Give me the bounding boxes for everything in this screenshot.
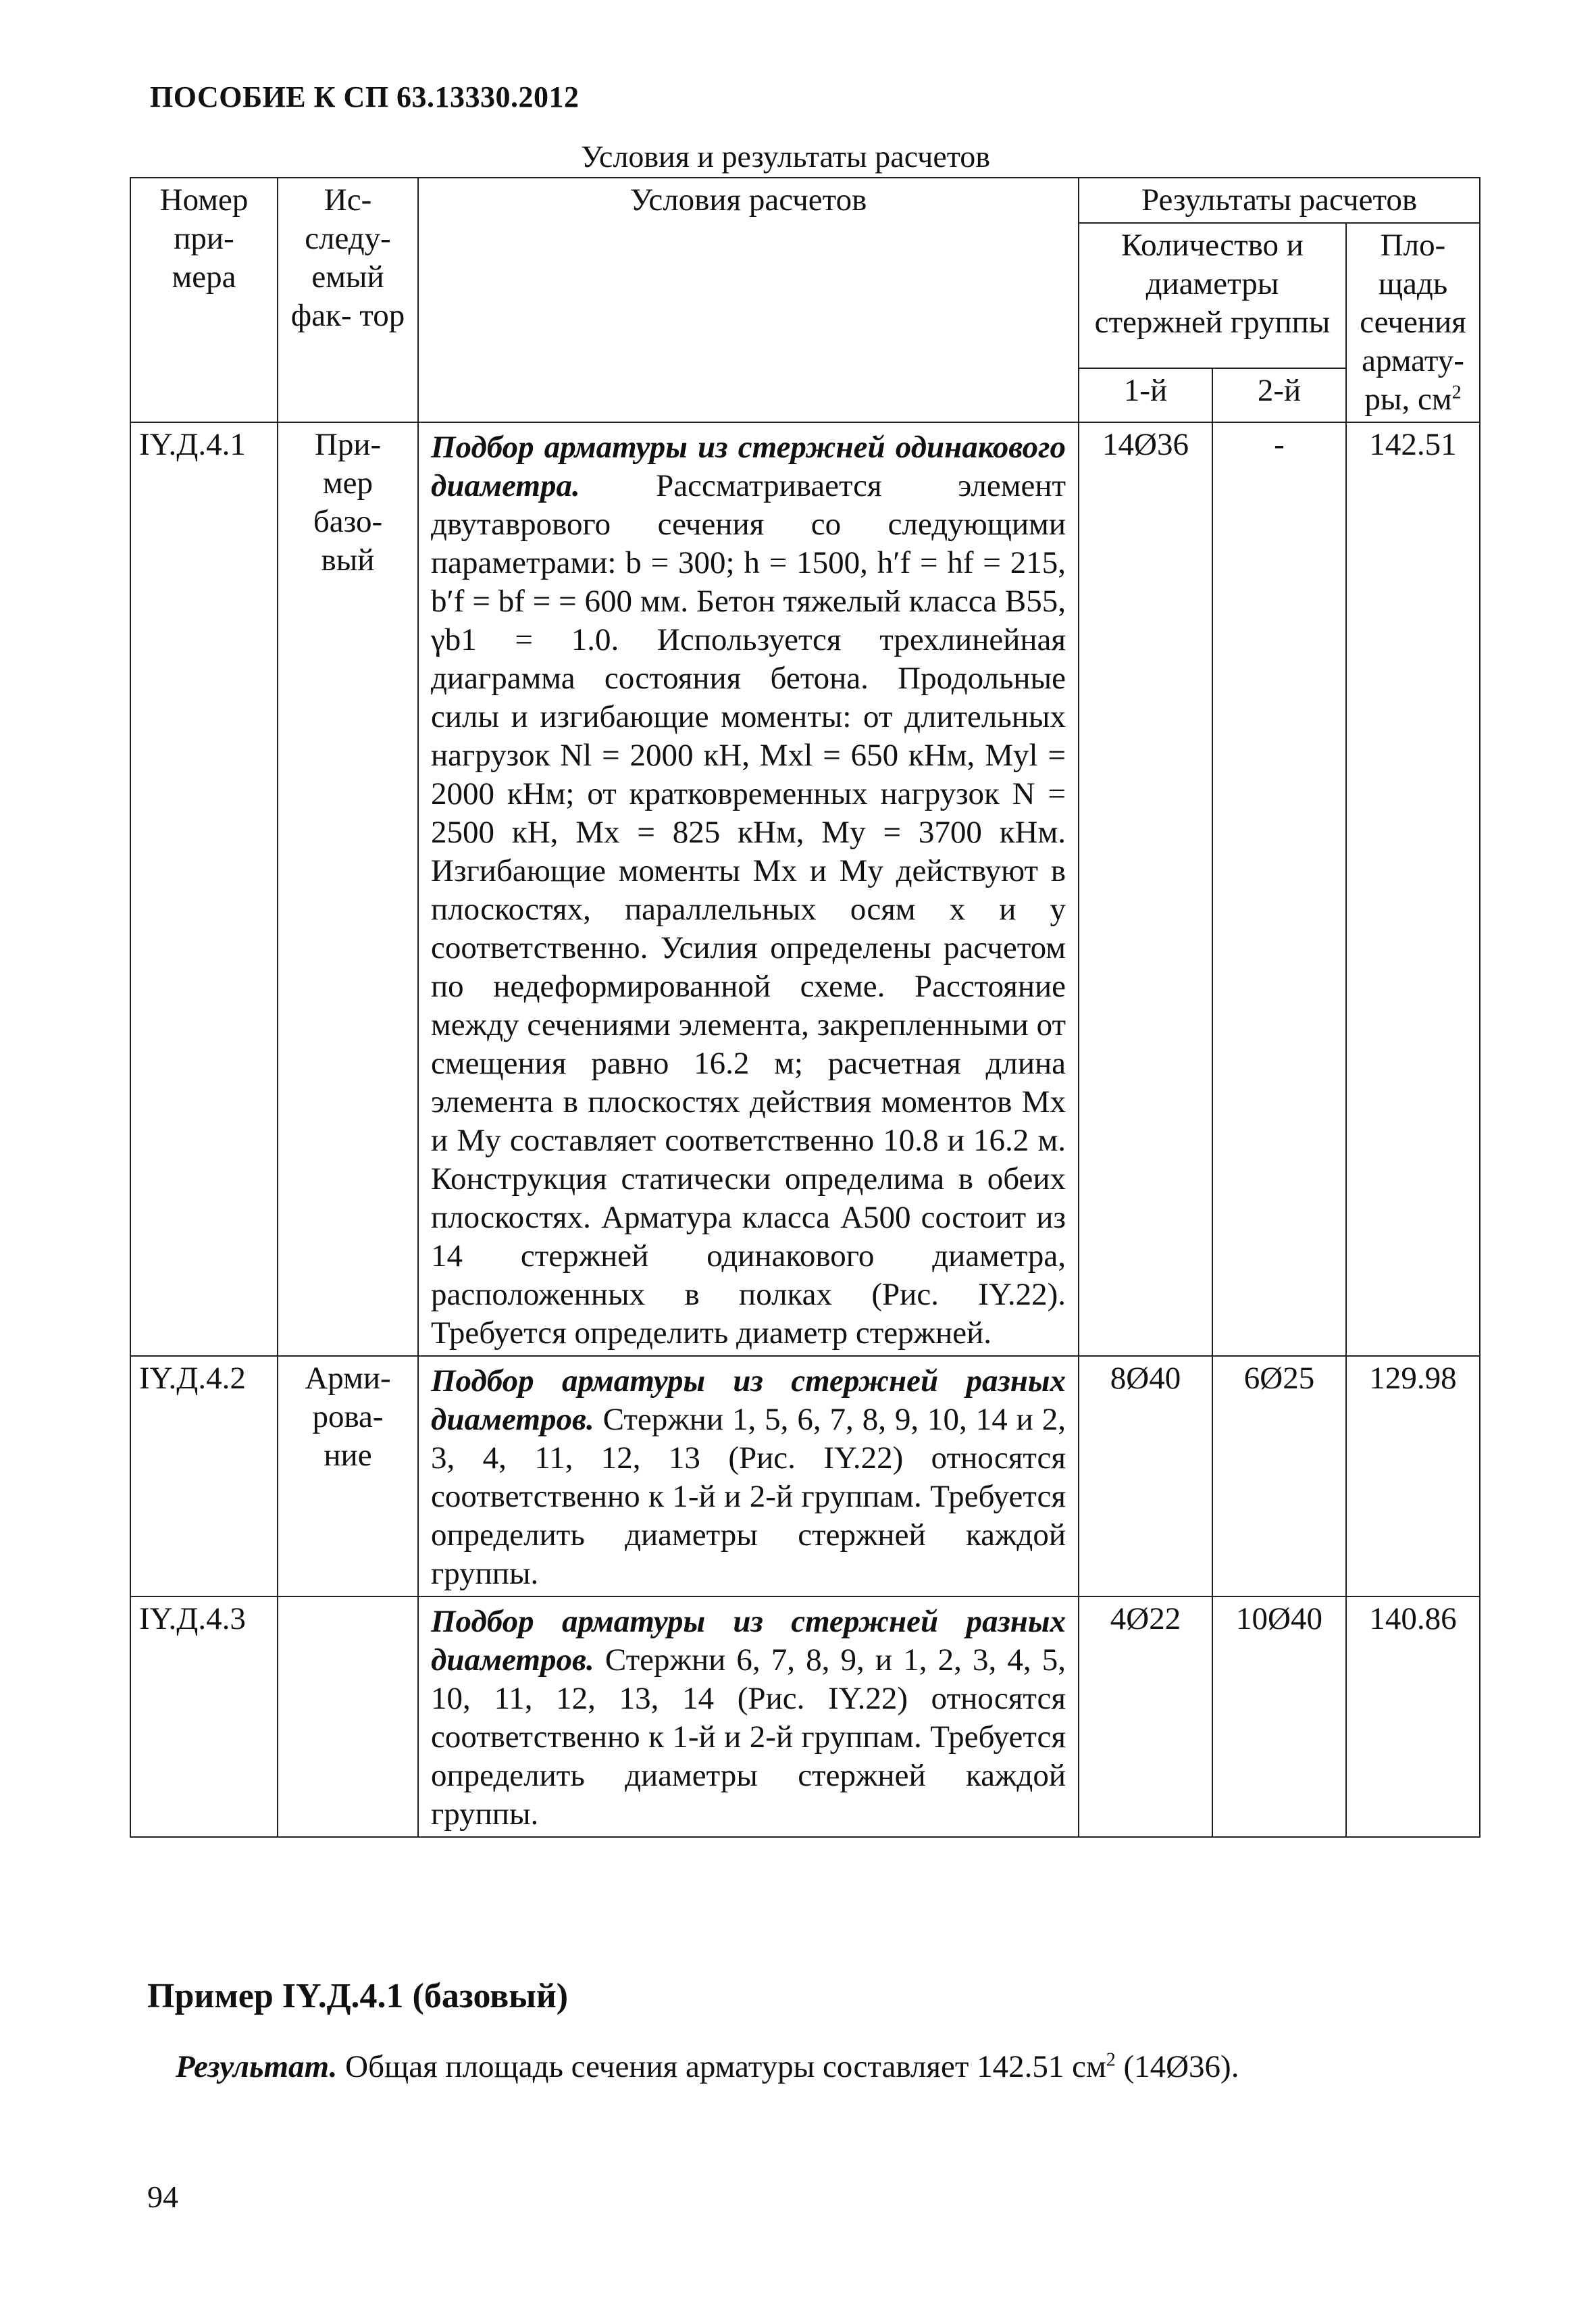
row-group-1: 8Ø40 bbox=[1079, 1356, 1212, 1596]
result-tail: (14Ø36). bbox=[1115, 2049, 1239, 2084]
row-conditions-text: Стержни 6, 7, 8, 9, и 1, 2, 3, 4, 5, 10, 11, 12, 13, 14 (Рис. IY.22) относятся соответственно к 1-й и 2-й группам. Требуется определить диаметры стержней каждой группы. bbox=[431, 1642, 1066, 1832]
page-number: 94 bbox=[147, 2180, 178, 2214]
page-header: ПОСОБИЕ К СП 63.13330.2012 bbox=[150, 80, 580, 114]
row-area: 129.98 bbox=[1346, 1356, 1480, 1596]
row-factor: Арми- рова- ние bbox=[278, 1356, 418, 1596]
table-row bbox=[130, 422, 1480, 1356]
row-conditions bbox=[418, 422, 1079, 1356]
header-number: Номер при- мера bbox=[130, 178, 278, 422]
row-conditions bbox=[418, 1356, 1079, 1596]
example-heading: Пример IY.Д.4.1 (базовый) bbox=[147, 1977, 569, 2015]
result-label: Результат. bbox=[176, 2049, 338, 2084]
header-conditions: Условия расчетов bbox=[418, 178, 1079, 422]
row-group-1: 14Ø36 bbox=[1079, 422, 1212, 1356]
result-sup: 2 bbox=[1106, 2049, 1116, 2071]
calculations-table bbox=[130, 177, 1481, 1838]
row-conditions-text: Рассматривается элемент двутаврового сечения со следующими параметрами: b = 300; h = 1500, h′f = hf = 215, b′f = bf = = 600 мм. Бетон тяжелый класса B55, γb1 = 1.0. Используется трехлинейная диаграмма состояния бетона. Продольные силы и изгибающие моменты: от длительных нагрузок Nl = 2000 кН, Mxl = 650 кНм, Myl = 2000 кНм; от кратковременных нагрузок N = 2500 кН, Mx = 825 кНм, My = 3700 кНм. Изгибающие моменты Mx и My действуют в плоскостях, параллельных осям x и y соответственно. Усилия определены расчетом по недеформированной схеме. Расстояние между сечениями элемента, закрепленными от смещения равно 16.2 м; расчетная длина элемента в плоскостях действия моментов Mx и My составляет соответственно 10.8 и 16.2 м. Конструкция статически определима в обеих плоскостях. Арматура класса A500 состоит из 14 стержней одинакового диаметра, расположенных в полках (Рис. IY.22). Требуется определить диаметр стержней. bbox=[431, 468, 1066, 1351]
row-group-1: 4Ø22 bbox=[1079, 1596, 1212, 1837]
row-number: IY.Д.4.2 bbox=[130, 1356, 278, 1596]
header-area bbox=[1346, 223, 1480, 422]
row-conditions-text: Стержни 1, 5, 6, 7, 8, 9, 10, 14 и 2, 3, 4, 11, 12, 13 (Рис. IY.22) относятся соответственно к 1-й и 2-й группам. Требуется определить диаметры стержней каждой группы. bbox=[431, 1402, 1066, 1591]
header-factor: Ис- следу- емый фак- тор bbox=[278, 178, 418, 422]
table-caption: Условия и результаты расчетов bbox=[581, 139, 990, 174]
table-row bbox=[130, 1596, 1480, 1837]
row-conditions-title: Подбор арматуры из стержней разных диаметров. bbox=[431, 1604, 1066, 1678]
row-conditions-title: Подбор арматуры из стержней разных диаметров. bbox=[431, 1363, 1066, 1437]
result-paragraph bbox=[176, 2048, 1239, 2085]
result-text: Общая площадь сечения арматуры составляет 142.51 см bbox=[345, 2049, 1106, 2084]
header-area-text: Пло- щадь сечения армату- ры, см bbox=[1360, 228, 1466, 417]
row-group-2: - bbox=[1212, 422, 1346, 1356]
row-area: 142.51 bbox=[1346, 422, 1480, 1356]
table-row bbox=[130, 1356, 1480, 1596]
header-group-2: 2-й bbox=[1212, 368, 1346, 422]
row-conditions bbox=[418, 1596, 1079, 1837]
header-area-sup: 2 bbox=[1451, 382, 1462, 403]
row-number: IY.Д.4.3 bbox=[130, 1596, 278, 1837]
row-group-2: 10Ø40 bbox=[1212, 1596, 1346, 1837]
row-number: IY.Д.4.1 bbox=[130, 422, 278, 1356]
row-factor bbox=[278, 1596, 418, 1837]
row-factor: При- мер базо- вый bbox=[278, 422, 418, 1356]
row-conditions-title: Подбор арматуры из стержней одинакового диаметра. bbox=[431, 430, 1066, 503]
row-area: 140.86 bbox=[1346, 1596, 1480, 1837]
header-group-1: 1-й bbox=[1079, 368, 1212, 422]
row-group-2: 6Ø25 bbox=[1212, 1356, 1346, 1596]
header-qty-diam: Количество и диаметры стержней группы bbox=[1079, 223, 1346, 368]
table-header-row bbox=[130, 178, 1480, 223]
header-results: Результаты расчетов bbox=[1079, 178, 1480, 223]
